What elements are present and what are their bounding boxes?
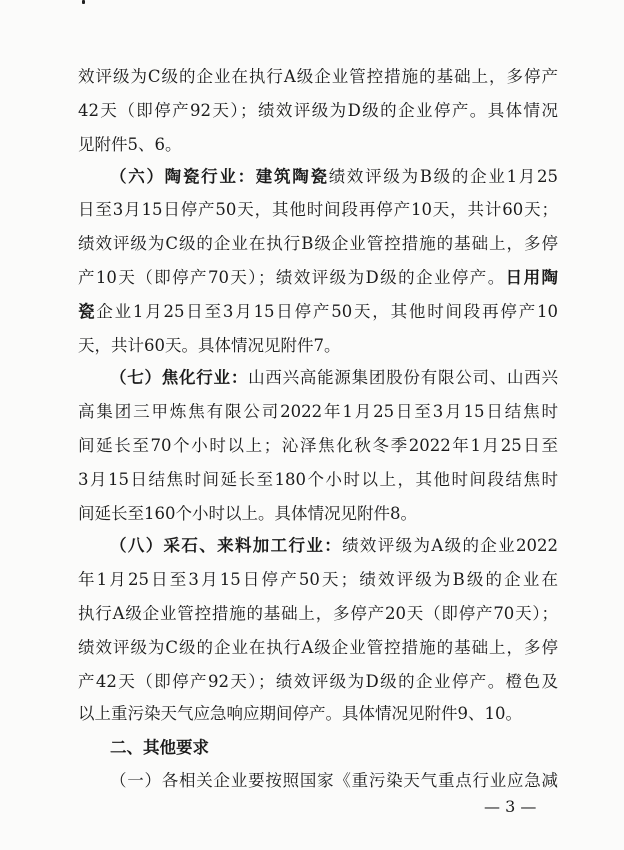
text-line: 年1月25日至3月15日停产50天；绩效评级为B级的企业在: [78, 570, 558, 589]
section-label-quarrying: （八）采石、来料加工行业：: [110, 536, 343, 555]
scan-speck: [82, 0, 85, 4]
section-line-coking: [110, 363, 558, 393]
text-span: 绩效评级为A级的企业2022: [342, 536, 558, 555]
text-span: 产10天（即停产70天）；绩效评级为D级的企业停产。: [78, 268, 506, 287]
section-line-ceramics: [110, 162, 558, 192]
text-line: 效评级为C级的企业在执行A级企业管控措施的基础上，多停产: [78, 67, 558, 86]
text-line: 绩效评级为C级的企业在执行B级企业管控措施的基础上，多停: [78, 234, 558, 253]
text-line: （一）各相关企业要按照国家《重污染天气重点行业应急减: [110, 771, 558, 790]
text-line: 以上重污染天气应急响应期间停产。具体情况见附件9、10。: [78, 704, 522, 723]
text-line: 42天（即停产92天）；绩效评级为D级的企业停产。具体情况: [78, 101, 558, 120]
text-line: [78, 297, 558, 327]
text-span: 企业1月25日至3月15日停产50天，其他时间段再停产10: [96, 302, 558, 321]
page-number: — 3 —: [484, 797, 537, 816]
text-line: 天，共计60天。具体情况见附件7。: [78, 336, 341, 355]
text-line: 见附件5、6。: [78, 135, 182, 154]
text-line: 间延长至70个小时以上；沁泽焦化秋冬季2022年1月25日至: [78, 436, 558, 455]
text-span: 山西兴高能源集团股份有限公司、山西兴: [248, 368, 558, 387]
text-line: [78, 263, 558, 293]
section-heading-other-requirements: 二、其他要求: [110, 738, 209, 757]
section-line-quarrying: [110, 531, 558, 561]
subsection-label-daily-ceramics: 日用陶: [505, 268, 558, 287]
text-line: 3月15日结焦时间延长至180个小时以上，其他时间段结焦时: [78, 470, 558, 489]
subsection-label-building-ceramics: 建筑陶瓷: [255, 167, 329, 186]
text-line: 执行A级企业管控措施的基础上，多停产20天（即停产70天）；: [78, 604, 558, 623]
text-span: 绩效评级为B级的企业1月25: [328, 167, 558, 186]
subsection-label-daily-ceramics-cont: 瓷: [78, 302, 97, 321]
text-line: 日至3月15日停产50天，其他时间段再停产10天，共计60天；: [78, 200, 558, 219]
text-line: 绩效评级为C级的企业在执行A级企业管控措施的基础上，多停: [78, 638, 558, 657]
section-label-ceramics: （六）陶瓷行业：: [110, 167, 256, 186]
text-line: 高集团三甲炼焦有限公司2022年1月25日至3月15日结焦时: [78, 402, 558, 421]
text-line: 产42天（即停产92天）；绩效评级为D级的企业停产。橙色及: [78, 672, 558, 691]
section-label-coking: （七）焦化行业：: [110, 368, 249, 387]
text-line: 间延长至160个小时以上。具体情况见附件8。: [78, 504, 417, 523]
